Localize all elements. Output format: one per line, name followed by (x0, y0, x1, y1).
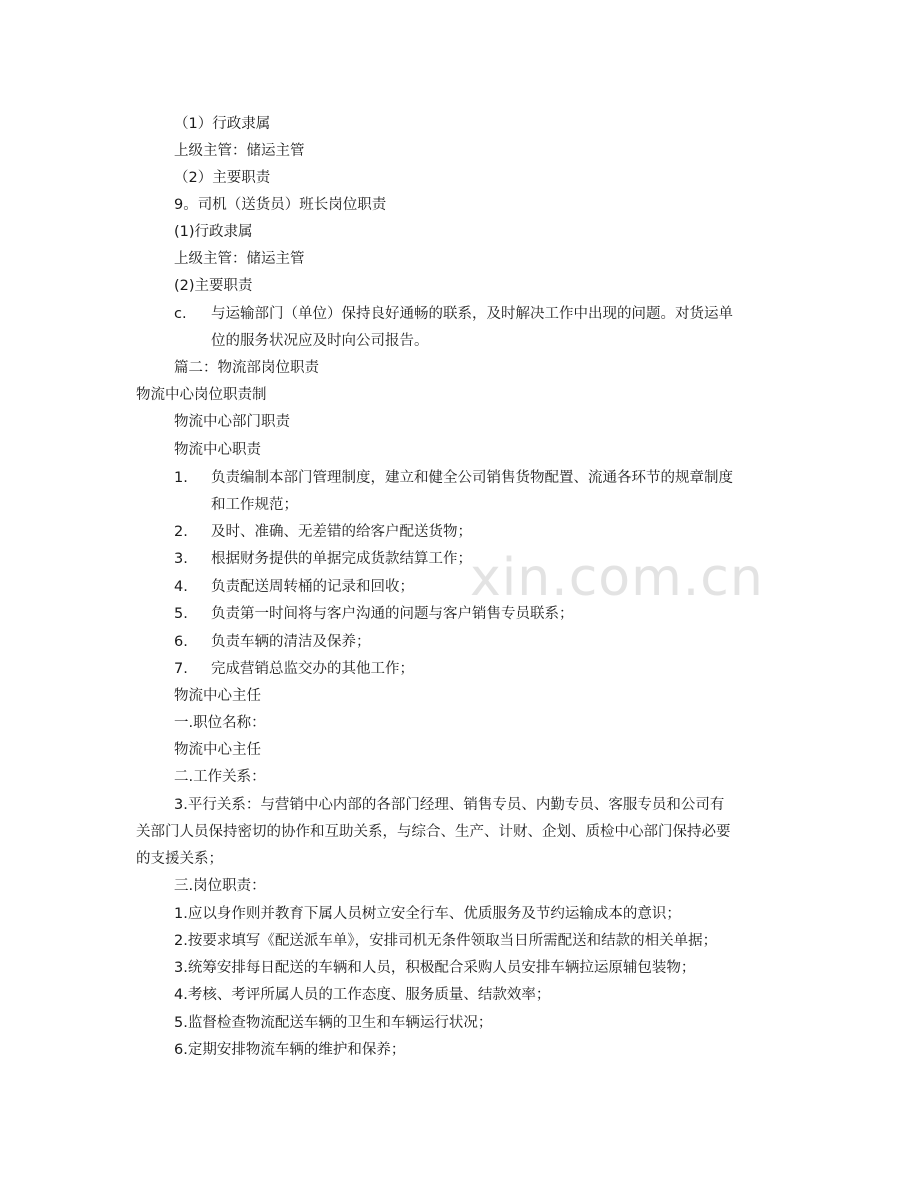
list-item-text: 完成营销总监交办的其他工作； (211, 661, 414, 677)
list-marker: 6. (174, 634, 188, 650)
list-marker: 2. (174, 524, 188, 540)
list-item-text: 位的服务状况应及时向公司报告。 (211, 333, 429, 349)
list-item-text: 及时、准确、无差错的给客户配送货物； (211, 524, 472, 540)
list-marker: 7. (174, 661, 188, 677)
list-item-text: 4.考核、考评所属人员的工作态度、服务质量、结款效率； (174, 987, 551, 1003)
paragraph-line: 3.平行关系：与营销中心内部的各部门经理、销售专员、内勤专员、客服专员和公司有 (174, 797, 725, 813)
list-item-text: 6.定期安排物流车辆的维护和保养； (174, 1042, 406, 1058)
section-heading: 9。司机（送货员）班长岗位职责 (174, 197, 387, 213)
list-item-text: 5.监督检查物流配送车辆的卫生和车辆运行状况； (174, 1015, 493, 1031)
list-item-text: 根据财务提供的单据完成货款结算工作； (211, 551, 472, 567)
section-heading: 物流中心职责 (174, 442, 261, 458)
text-line: 物流中心主任 (174, 742, 261, 758)
text-line: 上级主管：储运主管 (174, 143, 305, 159)
section-heading: 物流中心主任 (174, 688, 261, 704)
list-item-text: 1.应以身作则并教育下属人员树立安全行车、优质服务及节约运输成本的意识； (174, 906, 681, 922)
list-item-text: 负责车辆的清洁及保养； (211, 634, 371, 650)
list-marker: 3. (174, 551, 188, 567)
section-heading: 篇二：物流部岗位职责 (174, 360, 319, 376)
section-heading: 物流中心部门职责 (174, 414, 290, 430)
list-item-text: 3.统筹安排每日配送的车辆和人员，积极配合采购人员安排车辆拉运原辅包装物； (174, 960, 696, 976)
page-title: 物流中心岗位职责制 (136, 387, 267, 403)
list-item-text: 和工作规范； (211, 497, 298, 513)
list-item-text: 负责编制本部门管理制度，建立和健全公司销售货物配置、流通各环节的规章制度 (211, 470, 733, 486)
list-marker: 5. (174, 606, 188, 622)
section-heading: 三.岗位职责： (174, 878, 266, 894)
section-heading: (2)主要职责 (174, 278, 253, 294)
watermark: xin.com.cn (470, 548, 764, 608)
list-item-text: 2.按要求填写《配送派车单》，安排司机无条件领取当日所需配送和结款的相关单据； (174, 933, 718, 949)
section-heading: （1）行政隶属 (174, 116, 271, 132)
section-heading: (1)行政隶属 (174, 224, 253, 240)
list-item-text: 负责配送周转桶的记录和回收； (211, 579, 414, 595)
list-item-text: 负责第一时间将与客户沟通的问题与客户销售专员联系； (211, 606, 574, 622)
paragraph-line: 关部门人员保持密切的协作和互助关系，与综合、生产、计财、企划、质检中心部门保持必要 (136, 824, 731, 840)
section-heading: 一.职位名称： (174, 715, 266, 731)
section-heading: （2）主要职责 (174, 170, 271, 186)
list-marker: 1. (174, 470, 188, 486)
section-heading: 二.工作关系： (174, 769, 266, 785)
text-line: 上级主管：储运主管 (174, 251, 305, 267)
list-item-text: 与运输部门（单位）保持良好通畅的联系，及时解决工作中出现的问题。对货运单 (211, 306, 733, 322)
list-marker: c. (174, 306, 187, 322)
list-marker: 4. (174, 579, 188, 595)
paragraph-line: 的支援关系； (136, 851, 223, 867)
